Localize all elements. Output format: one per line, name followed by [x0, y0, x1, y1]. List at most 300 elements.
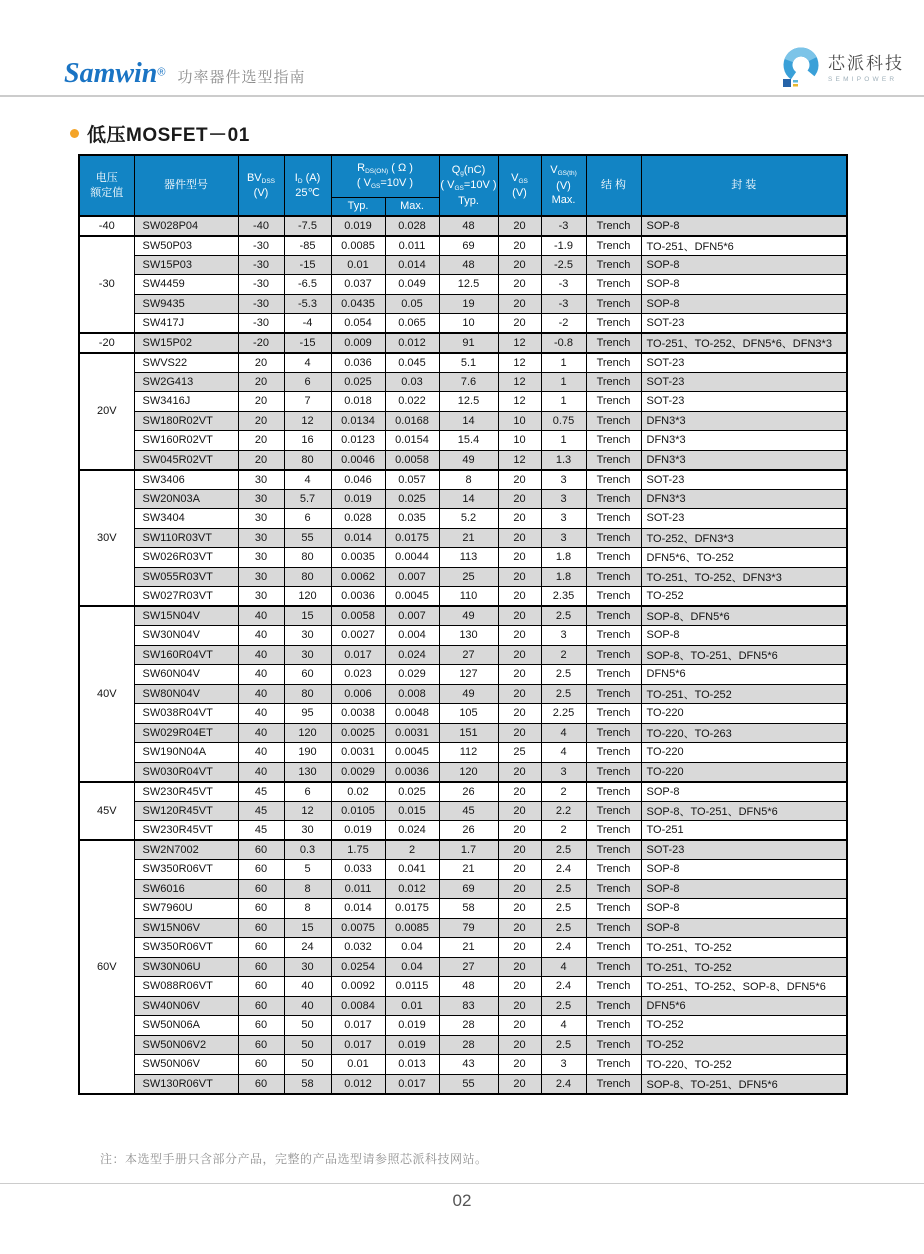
cell-id: 4: [284, 353, 331, 373]
cell-rdson-max: 2: [385, 840, 439, 860]
table-row: [79, 821, 847, 841]
cell-vgs: 12: [498, 372, 541, 392]
cell-bvdss: 40: [238, 645, 284, 665]
cell-package: TO-251、DFN5*6: [641, 236, 847, 256]
cell-rdson-max: 0.007: [385, 606, 439, 626]
cell-vgs: 20: [498, 606, 541, 626]
cell-structure: Trench: [586, 626, 641, 646]
cell-package: SOT-23: [641, 314, 847, 334]
cell-package: SOP-8: [641, 879, 847, 899]
cell-structure: Trench: [586, 353, 641, 373]
cell-vgsth-max: 1: [541, 353, 586, 373]
cell-vgs: 20: [498, 567, 541, 587]
cell-vgs: 12: [498, 333, 541, 353]
cell-rdson-typ: 0.014: [331, 528, 385, 548]
footer-note: 注：本选型手册只含部分产品，完整的产品选型请参照芯派科技网站。: [100, 1152, 488, 1166]
cell-bvdss: 60: [238, 899, 284, 919]
cell-vgs: 20: [498, 665, 541, 685]
cell-qg-typ: 43: [439, 1055, 498, 1075]
cell-rdson-max: 0.035: [385, 509, 439, 529]
cell-part-number: SW026R03VT: [134, 548, 238, 568]
cell-id: 55: [284, 528, 331, 548]
cell-package: DFN3*3: [641, 489, 847, 509]
cell-bvdss: 60: [238, 879, 284, 899]
cell-part-number: SW120R45VT: [134, 801, 238, 821]
cell-part-number: SW038R04VT: [134, 704, 238, 724]
cell-vgsth-max: -3: [541, 275, 586, 295]
cell-package: SOP-8: [641, 275, 847, 295]
cell-structure: Trench: [586, 606, 641, 626]
cell-part-number: SW50N06V2: [134, 1035, 238, 1055]
cell-part-number: SW15P02: [134, 333, 238, 353]
cell-vgsth-max: 2.4: [541, 860, 586, 880]
cell-vgs: 12: [498, 353, 541, 373]
cell-qg-typ: 48: [439, 216, 498, 236]
cell-structure: Trench: [586, 704, 641, 724]
cell-vgsth-max: 2.5: [541, 899, 586, 919]
cell-package: SOT-23: [641, 470, 847, 490]
cell-qg-typ: 120: [439, 762, 498, 782]
cell-rdson-typ: 0.009: [331, 333, 385, 353]
cell-id: -5.3: [284, 294, 331, 314]
cell-id: 95: [284, 704, 331, 724]
cell-vgsth-max: 2.4: [541, 938, 586, 958]
cell-part-number: SW40N06V: [134, 996, 238, 1016]
cell-id: 80: [284, 450, 331, 470]
cell-vgsth-max: -3: [541, 216, 586, 236]
col-header-rdson-typ: Typ.: [331, 197, 385, 216]
cell-bvdss: -30: [238, 255, 284, 275]
cell-package: TO-251: [641, 821, 847, 841]
cell-part-number: SW230R45VT: [134, 782, 238, 802]
cell-rdson-typ: 0.036: [331, 353, 385, 373]
cell-rdson-max: 0.04: [385, 957, 439, 977]
cell-vgs: 20: [498, 294, 541, 314]
cell-package: TO-251、TO-252: [641, 938, 847, 958]
cell-qg-typ: 49: [439, 606, 498, 626]
cell-vgs: 20: [498, 314, 541, 334]
col-header-vgs: $V_{GS}$ (V): [498, 155, 541, 216]
cell-rdson-typ: 0.01: [331, 255, 385, 275]
cell-qg-typ: 48: [439, 977, 498, 997]
table-row: [79, 723, 847, 743]
col-header-part-number: 器件型号: [134, 155, 238, 216]
cell-part-number: SW190N04A: [134, 743, 238, 763]
mosfet-table: [78, 154, 848, 1095]
cell-bvdss: 20: [238, 392, 284, 412]
cell-package: TO-220: [641, 704, 847, 724]
cell-part-number: SW160R04VT: [134, 645, 238, 665]
cell-qg-typ: 130: [439, 626, 498, 646]
cell-part-number: SW7960U: [134, 899, 238, 919]
cell-vgs: 20: [498, 255, 541, 275]
samwin-logo: Samwin: [64, 58, 158, 89]
cell-qg-typ: 110: [439, 587, 498, 607]
cell-vgsth-max: -0.8: [541, 333, 586, 353]
cell-id: 6: [284, 509, 331, 529]
cell-id: 8: [284, 899, 331, 919]
cell-bvdss: -30: [238, 294, 284, 314]
cell-bvdss: 30: [238, 470, 284, 490]
cell-bvdss: 60: [238, 840, 284, 860]
table-row: [79, 899, 847, 919]
cell-id: 24: [284, 938, 331, 958]
cell-part-number: SW2N7002: [134, 840, 238, 860]
semipower-logo: [776, 46, 904, 92]
cell-qg-typ: 83: [439, 996, 498, 1016]
cell-rdson-max: 0.041: [385, 860, 439, 880]
voltage-group-cell: 30V: [79, 470, 134, 607]
cell-qg-typ: 91: [439, 333, 498, 353]
cell-bvdss: 30: [238, 548, 284, 568]
cell-part-number: SW4459: [134, 275, 238, 295]
cell-rdson-max: 0.0154: [385, 431, 439, 451]
col-header-qg: $Q_g(nC)$ ( $V_{GS}=10V$ ) Typ.: [439, 155, 498, 216]
cell-qg-typ: 113: [439, 548, 498, 568]
cell-id: 50: [284, 1055, 331, 1075]
table-row: [79, 665, 847, 685]
cell-id: -7.5: [284, 216, 331, 236]
cell-id: -85: [284, 236, 331, 256]
cell-package: TO-252: [641, 1016, 847, 1036]
cell-structure: Trench: [586, 743, 641, 763]
cell-rdson-typ: 0.006: [331, 684, 385, 704]
cell-rdson-typ: 0.0025: [331, 723, 385, 743]
cell-rdson-typ: 0.0046: [331, 450, 385, 470]
cell-bvdss: 60: [238, 1016, 284, 1036]
cell-rdson-max: 0.004: [385, 626, 439, 646]
cell-qg-typ: 27: [439, 645, 498, 665]
cell-vgsth-max: 2.5: [541, 606, 586, 626]
semipower-logo-icon: [776, 46, 820, 92]
cell-id: 5.7: [284, 489, 331, 509]
voltage-group-cell: 60V: [79, 840, 134, 1094]
cell-rdson-typ: 0.011: [331, 879, 385, 899]
table-row: [79, 1016, 847, 1036]
cell-rdson-typ: 0.017: [331, 645, 385, 665]
cell-part-number: SW417J: [134, 314, 238, 334]
table-row: [79, 294, 847, 314]
cell-package: TO-252: [641, 587, 847, 607]
cell-vgsth-max: 3: [541, 1055, 586, 1075]
cell-rdson-typ: 0.0035: [331, 548, 385, 568]
cell-vgsth-max: 3: [541, 626, 586, 646]
cell-rdson-typ: 0.0254: [331, 957, 385, 977]
cell-part-number: SW50P03: [134, 236, 238, 256]
cell-id: 120: [284, 587, 331, 607]
cell-vgsth-max: 2: [541, 645, 586, 665]
col-header-rdson: $R_{DS(ON)}$ ( Ω ) ( $V_{GS}=10V$ ): [331, 155, 439, 197]
cell-bvdss: 45: [238, 782, 284, 802]
cell-part-number: SW2G413: [134, 372, 238, 392]
cell-id: -15: [284, 333, 331, 353]
cell-vgs: 20: [498, 821, 541, 841]
cell-part-number: SW9435: [134, 294, 238, 314]
cell-structure: Trench: [586, 1074, 641, 1094]
cell-structure: Trench: [586, 996, 641, 1016]
table-row: [79, 392, 847, 412]
cell-package: SOP-8: [641, 860, 847, 880]
cell-qg-typ: 1.7: [439, 840, 498, 860]
cell-vgsth-max: 2.5: [541, 684, 586, 704]
cell-id: 30: [284, 957, 331, 977]
cell-part-number: SW3404: [134, 509, 238, 529]
table-row: [79, 548, 847, 568]
cell-package: TO-220、TO-263: [641, 723, 847, 743]
cell-part-number: SW3406: [134, 470, 238, 490]
table-row: [79, 996, 847, 1016]
cell-package: SOT-23: [641, 353, 847, 373]
cell-rdson-typ: 0.023: [331, 665, 385, 685]
table-row: [79, 470, 847, 490]
cell-structure: Trench: [586, 567, 641, 587]
cell-vgs: 20: [498, 977, 541, 997]
cell-id: 80: [284, 567, 331, 587]
cell-qg-typ: 69: [439, 236, 498, 256]
cell-package: DFN3*3: [641, 450, 847, 470]
cell-qg-typ: 49: [439, 684, 498, 704]
cell-structure: Trench: [586, 899, 641, 919]
cell-package: TO-251、TO-252、SOP-8、DFN5*6: [641, 977, 847, 997]
cell-vgs: 20: [498, 548, 541, 568]
table-row: [79, 431, 847, 451]
cell-id: 7: [284, 392, 331, 412]
table-row: [79, 333, 847, 353]
cell-qg-typ: 12.5: [439, 392, 498, 412]
cell-vgsth-max: 1.3: [541, 450, 586, 470]
cell-vgsth-max: 0.75: [541, 411, 586, 431]
cell-bvdss: 40: [238, 704, 284, 724]
cell-part-number: SW110R03VT: [134, 528, 238, 548]
cell-package: TO-220: [641, 762, 847, 782]
cell-vgsth-max: 4: [541, 743, 586, 763]
cell-package: SOT-23: [641, 840, 847, 860]
cell-id: -6.5: [284, 275, 331, 295]
cell-id: 40: [284, 996, 331, 1016]
table-row: [79, 704, 847, 724]
cell-part-number: SW3416J: [134, 392, 238, 412]
cell-package: SOP-8: [641, 899, 847, 919]
cell-bvdss: 30: [238, 489, 284, 509]
cell-package: DFN3*3: [641, 411, 847, 431]
cell-qg-typ: 14: [439, 489, 498, 509]
cell-vgsth-max: 2.5: [541, 665, 586, 685]
cell-qg-typ: 21: [439, 938, 498, 958]
cell-id: 5: [284, 860, 331, 880]
voltage-group-cell: 40V: [79, 606, 134, 782]
cell-vgs: 20: [498, 801, 541, 821]
cell-bvdss: 60: [238, 1035, 284, 1055]
cell-rdson-typ: 0.046: [331, 470, 385, 490]
table-row: [79, 1035, 847, 1055]
cell-bvdss: 60: [238, 938, 284, 958]
cell-rdson-typ: 0.017: [331, 1035, 385, 1055]
cell-vgsth-max: 3: [541, 509, 586, 529]
table-row: [79, 762, 847, 782]
table-row: [79, 1055, 847, 1075]
cell-vgs: 20: [498, 899, 541, 919]
cell-structure: Trench: [586, 236, 641, 256]
cell-rdson-max: 0.0045: [385, 587, 439, 607]
cell-vgs: 20: [498, 1055, 541, 1075]
cell-qg-typ: 19: [439, 294, 498, 314]
cell-bvdss: 40: [238, 743, 284, 763]
cell-structure: Trench: [586, 1035, 641, 1055]
cell-structure: Trench: [586, 977, 641, 997]
cell-package: SOP-8、TO-251、DFN5*6: [641, 1074, 847, 1094]
cell-rdson-max: 0.007: [385, 567, 439, 587]
cell-package: SOP-8: [641, 216, 847, 236]
cell-package: SOP-8: [641, 255, 847, 275]
cell-package: SOP-8: [641, 782, 847, 802]
cell-structure: Trench: [586, 509, 641, 529]
table-row: [79, 1074, 847, 1094]
cell-vgs: 20: [498, 1074, 541, 1094]
cell-vgs: 20: [498, 645, 541, 665]
cell-structure: Trench: [586, 275, 641, 295]
cell-structure: Trench: [586, 840, 641, 860]
cell-structure: Trench: [586, 1016, 641, 1036]
col-header-structure: 结 构: [586, 155, 641, 216]
cell-part-number: SW028P04: [134, 216, 238, 236]
table-row: [79, 957, 847, 977]
cell-qg-typ: 127: [439, 665, 498, 685]
table-row: [79, 528, 847, 548]
table-row: [79, 977, 847, 997]
cell-package: SOP-8、TO-251、DFN5*6: [641, 801, 847, 821]
cell-rdson-typ: 0.017: [331, 1016, 385, 1036]
cell-bvdss: -40: [238, 216, 284, 236]
cell-vgs: 10: [498, 431, 541, 451]
cell-vgs: 20: [498, 879, 541, 899]
page-number: 02: [452, 1191, 472, 1210]
cell-package: DFN5*6、TO-252: [641, 548, 847, 568]
table-row: [79, 918, 847, 938]
cell-package: TO-220、TO-252: [641, 1055, 847, 1075]
cell-rdson-max: 0.049: [385, 275, 439, 295]
cell-vgsth-max: 2.4: [541, 1074, 586, 1094]
cell-id: 40: [284, 977, 331, 997]
table-row: [79, 645, 847, 665]
cell-rdson-typ: 0.0075: [331, 918, 385, 938]
cell-rdson-max: 0.057: [385, 470, 439, 490]
cell-id: 60: [284, 665, 331, 685]
cell-structure: Trench: [586, 801, 641, 821]
cell-rdson-max: 0.065: [385, 314, 439, 334]
header-divider: [0, 95, 924, 97]
cell-qg-typ: 28: [439, 1035, 498, 1055]
table-row: [79, 860, 847, 880]
cell-vgs: 20: [498, 723, 541, 743]
cell-rdson-typ: 0.0029: [331, 762, 385, 782]
cell-structure: Trench: [586, 723, 641, 743]
cell-structure: Trench: [586, 411, 641, 431]
cell-package: SOP-8: [641, 294, 847, 314]
cell-rdson-max: 0.022: [385, 392, 439, 412]
cell-rdson-max: 0.0175: [385, 899, 439, 919]
cell-rdson-max: 0.0168: [385, 411, 439, 431]
cell-package: SOP-8: [641, 918, 847, 938]
table-row: [79, 275, 847, 295]
cell-id: 15: [284, 606, 331, 626]
cell-rdson-typ: 1.75: [331, 840, 385, 860]
table-row: [79, 450, 847, 470]
voltage-group-cell: -20: [79, 333, 134, 353]
cell-rdson-typ: 0.019: [331, 821, 385, 841]
cell-part-number: SW20N03A: [134, 489, 238, 509]
voltage-group-cell: 45V: [79, 782, 134, 841]
table-row: [79, 684, 847, 704]
cell-vgs: 20: [498, 509, 541, 529]
cell-part-number: SW350R06VT: [134, 860, 238, 880]
cell-rdson-typ: 0.012: [331, 1074, 385, 1094]
table-row: [79, 353, 847, 373]
cell-rdson-max: 0.015: [385, 801, 439, 821]
cell-rdson-typ: 0.01: [331, 1055, 385, 1075]
cell-part-number: SW160R02VT: [134, 431, 238, 451]
cell-id: 0.3: [284, 840, 331, 860]
cell-rdson-max: 0.019: [385, 1016, 439, 1036]
cell-id: 80: [284, 548, 331, 568]
cell-vgs: 20: [498, 840, 541, 860]
cell-part-number: SW045R02VT: [134, 450, 238, 470]
semipower-logo-cn: 芯派科技: [828, 54, 904, 74]
cell-vgsth-max: 2.5: [541, 918, 586, 938]
table-row: [79, 743, 847, 763]
cell-part-number: SW350R06VT: [134, 938, 238, 958]
cell-rdson-max: 0.029: [385, 665, 439, 685]
cell-vgsth-max: 2.5: [541, 996, 586, 1016]
cell-structure: Trench: [586, 1055, 641, 1075]
cell-structure: Trench: [586, 255, 641, 275]
registered-mark: ®: [157, 66, 166, 79]
cell-vgsth-max: 2: [541, 782, 586, 802]
cell-vgsth-max: -3: [541, 294, 586, 314]
cell-package: TO-251、TO-252: [641, 957, 847, 977]
cell-rdson-typ: 0.0036: [331, 587, 385, 607]
cell-rdson-typ: 0.0134: [331, 411, 385, 431]
cell-id: 6: [284, 372, 331, 392]
cell-bvdss: 30: [238, 509, 284, 529]
cell-qg-typ: 21: [439, 860, 498, 880]
cell-rdson-max: 0.05: [385, 294, 439, 314]
cell-vgs: 20: [498, 470, 541, 490]
table-row: [79, 626, 847, 646]
table-row: [79, 236, 847, 256]
cell-structure: Trench: [586, 918, 641, 938]
cell-vgs: 12: [498, 392, 541, 412]
cell-id: 12: [284, 801, 331, 821]
cell-rdson-typ: 0.054: [331, 314, 385, 334]
cell-vgs: 20: [498, 860, 541, 880]
cell-part-number: SW60N04V: [134, 665, 238, 685]
cell-rdson-max: 0.03: [385, 372, 439, 392]
cell-rdson-typ: 0.019: [331, 216, 385, 236]
cell-vgs: 20: [498, 957, 541, 977]
cell-rdson-max: 0.013: [385, 1055, 439, 1075]
cell-rdson-max: 0.0031: [385, 723, 439, 743]
bullet-icon: [70, 129, 79, 138]
cell-part-number: SW15N06V: [134, 918, 238, 938]
table-row: [79, 879, 847, 899]
cell-vgsth-max: 3: [541, 489, 586, 509]
cell-structure: Trench: [586, 431, 641, 451]
cell-bvdss: -20: [238, 333, 284, 353]
cell-id: -4: [284, 314, 331, 334]
cell-qg-typ: 28: [439, 1016, 498, 1036]
cell-rdson-max: 0.012: [385, 879, 439, 899]
page-title: 低压MOSFET－01: [87, 125, 250, 146]
